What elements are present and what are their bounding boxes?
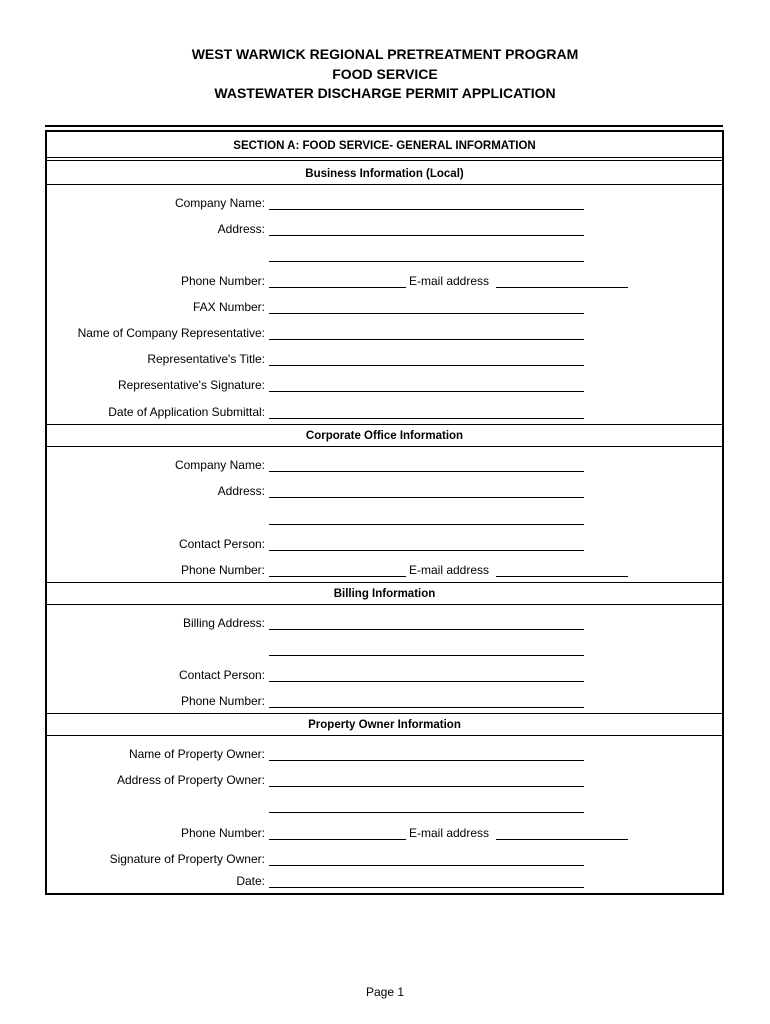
corporate-info-heading: Corporate Office Information [305, 430, 464, 442]
corporate-address-field[interactable] [269, 497, 584, 498]
billing-phone-field[interactable] [269, 707, 584, 708]
divider [46, 160, 723, 161]
business-email-label: E-mail address [409, 274, 490, 288]
owner-address-label: Address of Property Owner: [116, 773, 265, 787]
business-fax-label: FAX Number: [192, 300, 265, 314]
title-line-2: FOOD SERVICE [332, 65, 438, 82]
submittal-date-label: Date of Application Submittal: [108, 405, 265, 419]
title-line-1: WEST WARWICK REGIONAL PRETREATMENT PROGRAM [191, 46, 579, 62]
billing-phone-label: Phone Number: [180, 694, 265, 708]
corporate-phone-field[interactable] [269, 576, 406, 577]
owner-signature-field[interactable] [269, 865, 584, 866]
corporate-email-label: E-mail address [409, 563, 490, 577]
rep-name-label: Name of Company Representative: [77, 326, 265, 340]
owner-name-label: Name of Property Owner: [128, 747, 265, 761]
corporate-contact-label: Contact Person: [178, 537, 265, 551]
owner-phone-label: Phone Number: [180, 826, 265, 840]
owner-name-field[interactable] [269, 760, 584, 761]
submittal-date-field[interactable] [269, 418, 584, 419]
owner-address-field[interactable] [269, 786, 584, 787]
divider [46, 582, 723, 583]
document-title [0, 45, 770, 104]
rep-signature-field[interactable] [269, 391, 584, 392]
owner-info-heading: Property Owner Information [308, 719, 461, 731]
rep-name-field[interactable] [269, 339, 584, 340]
business-company-name-field[interactable] [269, 209, 584, 210]
billing-info-heading: Billing Information [333, 588, 436, 600]
owner-date-field[interactable] [269, 887, 584, 888]
billing-address-label: Billing Address: [182, 616, 265, 630]
corporate-phone-label: Phone Number: [180, 563, 265, 577]
corporate-company-name-label: Company Name: [174, 458, 265, 472]
owner-address-field-2[interactable] [269, 812, 584, 813]
corporate-address-label: Address: [217, 484, 265, 498]
divider [46, 604, 723, 605]
frame-top-rule [45, 125, 723, 127]
business-address-field-2[interactable] [269, 261, 584, 262]
business-phone-label: Phone Number: [180, 274, 265, 288]
business-company-name-label: Company Name: [174, 196, 265, 210]
business-info-heading: Business Information (Local) [305, 168, 464, 180]
business-fax-field[interactable] [269, 313, 584, 314]
business-address-field[interactable] [269, 235, 584, 236]
corporate-contact-field[interactable] [269, 550, 584, 551]
divider [46, 735, 723, 736]
title-line-3: WASTEWATER DISCHARGE PERMIT APPLICATION [214, 85, 556, 101]
owner-email-label: E-mail address [409, 826, 490, 840]
divider [46, 157, 723, 158]
owner-date-label: Date: [236, 874, 265, 888]
billing-contact-label: Contact Person: [178, 668, 265, 682]
corporate-email-field[interactable] [496, 576, 628, 577]
page-number: Page 1 [365, 985, 405, 999]
business-address-label: Address: [217, 222, 265, 236]
divider [46, 424, 723, 425]
corporate-company-name-field[interactable] [269, 471, 584, 472]
divider [46, 184, 723, 185]
rep-title-label: Representative's Title: [147, 352, 265, 366]
owner-email-field[interactable] [496, 839, 628, 840]
rep-signature-label: Representative's Signature: [117, 378, 265, 392]
business-email-field[interactable] [496, 287, 628, 288]
divider [46, 713, 723, 714]
billing-contact-field[interactable] [269, 681, 584, 682]
business-phone-field[interactable] [269, 287, 406, 288]
billing-address-field-2[interactable] [269, 655, 584, 656]
rep-title-field[interactable] [269, 365, 584, 366]
billing-address-field[interactable] [269, 629, 584, 630]
section-a-heading: SECTION A: FOOD SERVICE- GENERAL INFORMATION [233, 140, 536, 152]
owner-signature-label: Signature of Property Owner: [109, 852, 265, 866]
divider [46, 446, 723, 447]
corporate-address-field-2[interactable] [269, 524, 584, 525]
owner-phone-field[interactable] [269, 839, 406, 840]
